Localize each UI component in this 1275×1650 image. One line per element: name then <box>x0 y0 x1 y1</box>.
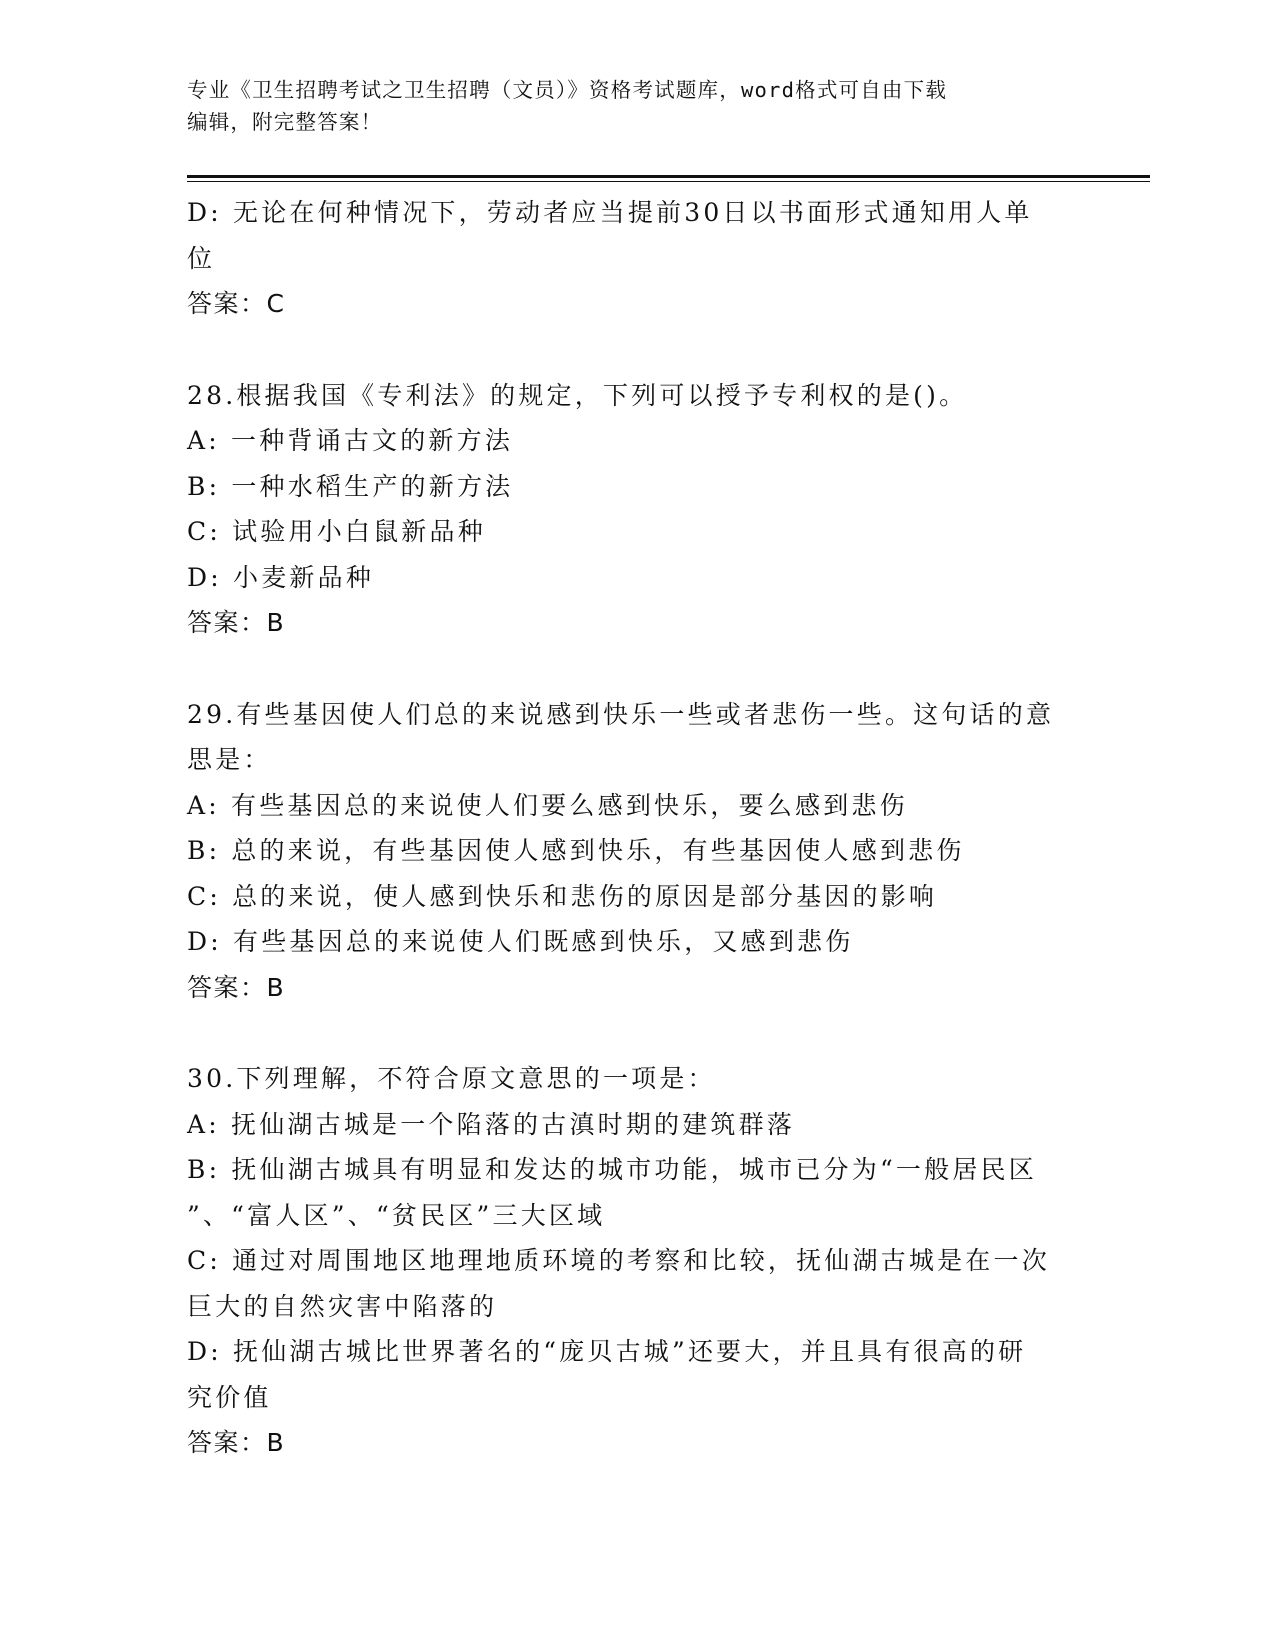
answer: 答案：B <box>187 608 286 637</box>
answer: 答案：B <box>187 972 286 1002</box>
question-30 <box>187 1056 1087 1466</box>
option-a: A: 抚仙湖古城是一个陷落的古滇时期的建筑群落 <box>187 1109 796 1139</box>
option-d-line-1: D: 抚仙湖古城比世界著名的“庞贝古城”还要大，并且具有很高的研 <box>187 1337 1027 1366</box>
header-rule-thin <box>187 181 1150 182</box>
header-line-2: 编辑，附完整答案！ <box>187 110 383 134</box>
question-28 <box>187 373 1087 646</box>
question-text-line-1: 29.有些基因使人们总的来说感到快乐一些或者悲伤一些。这句话的意 <box>187 699 1055 729</box>
option-a: A: 一种背诵古文的新方法 <box>187 426 514 455</box>
spacer <box>187 327 1087 373</box>
option-a: A: 有些基因总的来说使人们要么感到快乐，要么感到悲伤 <box>187 790 908 820</box>
document-body <box>187 190 1087 1466</box>
option-d-line-2: 究价值 <box>187 1382 272 1412</box>
question-27-tail <box>187 190 1087 327</box>
answer: 答案：B <box>187 1428 286 1457</box>
spacer <box>187 646 1087 692</box>
question-text: 28.根据我国《专利法》的规定，下列可以授予专利权的是()。 <box>187 380 968 410</box>
answer: 答案：C <box>187 289 286 318</box>
spacer <box>187 1010 1087 1056</box>
option-c-line-2: 巨大的自然灾害中陷落的 <box>187 1291 498 1321</box>
option-c: C: 试验用小白鼠新品种 <box>187 517 486 546</box>
option-d: D: 有些基因总的来说使人们既感到快乐，又感到悲伤 <box>187 927 854 956</box>
option-d-line-2: 位 <box>187 243 216 273</box>
option-d-line-1: D: 无论在何种情况下，劳动者应当提前30日以书面形式通知用人单 <box>187 198 1033 227</box>
option-b-line-2: ”、“富人区”、“贫民区”三大区域 <box>187 1200 606 1230</box>
option-b: B: 一种水稻生产的新方法 <box>187 471 514 501</box>
question-text-line-2: 思是： <box>187 745 272 774</box>
option-d: D: 小麦新品种 <box>187 562 375 592</box>
page-header <box>187 74 1067 138</box>
question-29 <box>187 692 1087 1011</box>
option-b-line-1: B: 抚仙湖古城具有明显和发达的城市功能，城市已分为“一般居民区 <box>187 1155 1037 1184</box>
option-c: C: 总的来说，使人感到快乐和悲伤的原因是部分基因的影响 <box>187 881 938 911</box>
header-rule-thick <box>187 175 1150 178</box>
option-c-line-1: C: 通过对周围地区地理地质环境的考察和比较，抚仙湖古城是在一次 <box>187 1246 1050 1275</box>
question-text: 30.下列理解，不符合原文意思的一项是： <box>187 1064 716 1093</box>
header-line-1: 专业《卫生招聘考试之卫生招聘（文员）》资格考试题库，word格式可自由下载 <box>187 78 948 102</box>
option-b: B: 总的来说，有些基因使人感到快乐，有些基因使人感到悲伤 <box>187 836 965 865</box>
